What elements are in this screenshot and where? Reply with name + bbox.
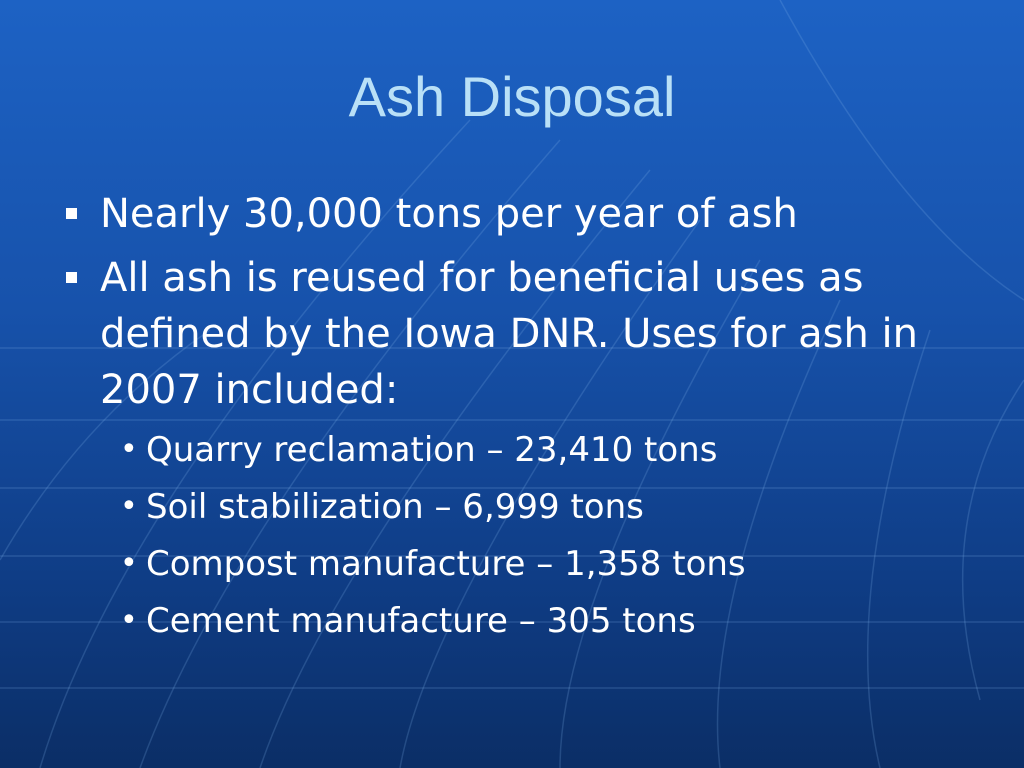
bullet-item <box>60 250 990 418</box>
sub-bullet-text: Quarry reclamation – 23,410 tons <box>146 430 718 470</box>
dot-bullet-icon: • <box>120 603 138 638</box>
slide-title: Ash Disposal <box>348 65 676 128</box>
sub-bullet-list <box>60 426 990 645</box>
sub-bullet-item <box>116 597 990 645</box>
sub-bullet-item <box>116 540 990 588</box>
dot-bullet-icon: • <box>120 432 138 467</box>
sub-bullet-text: Compost manufacture – 1,358 tons <box>146 544 746 584</box>
bullet-text: All ash is reused for beneficial uses as defined by the Iowa DNR. Uses for ash in 2007 included: <box>100 255 919 413</box>
sub-bullet-text: Soil stabilization – 6,999 tons <box>146 487 644 527</box>
dot-bullet-icon: • <box>120 489 138 524</box>
sub-bullet-item <box>116 483 990 531</box>
sub-bullet-text: Cement manufacture – 305 tons <box>146 601 696 641</box>
square-bullet-icon <box>66 272 77 283</box>
sub-bullet-item <box>116 426 990 474</box>
bullet-item <box>60 186 990 242</box>
dot-bullet-icon: • <box>120 546 138 581</box>
slide-content <box>60 186 990 654</box>
bullet-text: Nearly 30,000 tons per year of ash <box>100 191 798 237</box>
square-bullet-icon <box>66 208 77 219</box>
